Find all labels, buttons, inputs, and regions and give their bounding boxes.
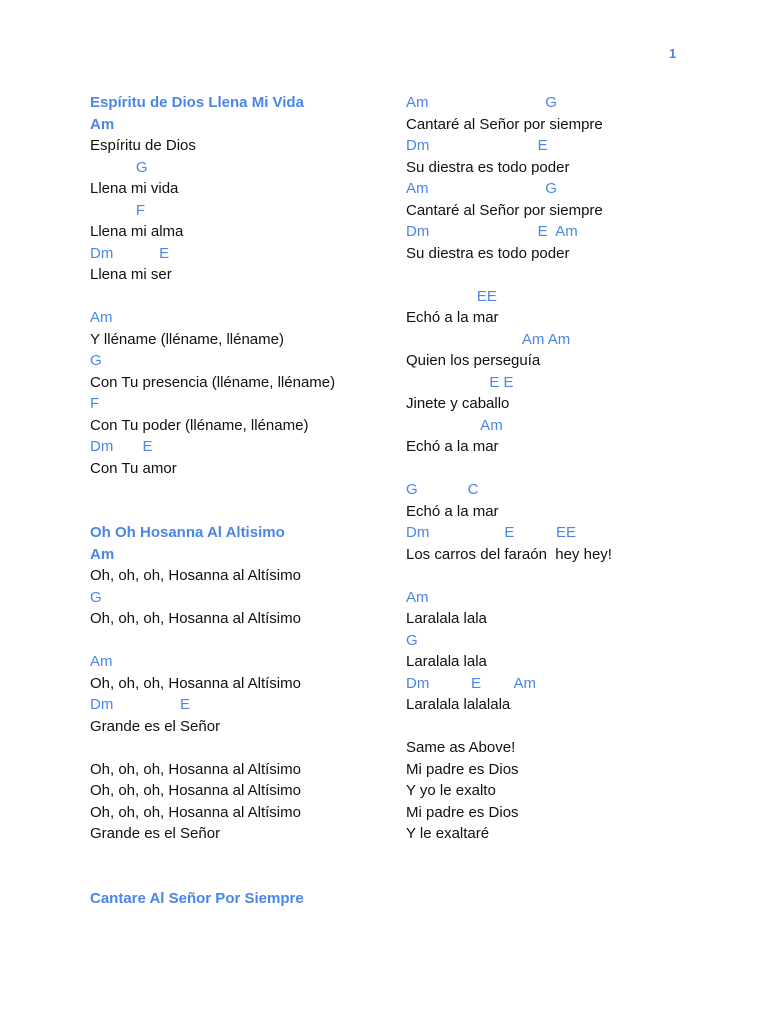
lyric-line: Quien los perseguía	[406, 352, 541, 369]
blank-line	[406, 716, 736, 738]
lyric-line: Oh, oh, oh, Hosanna al Altísimo	[90, 674, 301, 692]
lyric-line: Grande es el Señor	[90, 717, 221, 735]
chord-line: Dm E	[406, 137, 548, 154]
lyric-line: Laralala lalalala	[406, 696, 511, 713]
chord-line: Dm E Am	[406, 223, 578, 240]
blank-line	[406, 264, 736, 286]
lyric-line: Mi padre es Dios	[406, 803, 519, 821]
lyric-line: Cantaré al Señor por siempre	[406, 115, 603, 133]
chord-line: F	[90, 201, 146, 219]
lyric-line: Echó a la mar	[406, 502, 499, 520]
lyric-line: Su diestra es todo poder	[406, 158, 570, 176]
chord-line: Dm E	[90, 696, 191, 713]
blank-line	[406, 565, 736, 587]
blank-line	[406, 458, 736, 480]
chord-line: G C	[406, 481, 479, 498]
lyric-line: Oh, oh, oh, Hosanna al Altísimo	[90, 567, 301, 584]
chord-line: Dm E Am	[406, 674, 537, 692]
right-song-column	[406, 92, 736, 845]
lyric-line: Y yo le exalto	[406, 782, 496, 799]
chord-line: Am Am	[406, 330, 571, 348]
lyric-line: Oh, oh, oh, Hosanna al Altísimo	[90, 760, 301, 778]
chord-line: G	[90, 352, 102, 369]
lyric-line: Echó a la mar	[406, 438, 499, 455]
lyric-line: Echó a la mar	[406, 309, 499, 326]
song-title: Espíritu de Dios Llena Mi Vida	[90, 94, 304, 111]
chord-line: Dm E	[90, 244, 170, 262]
chord-line: Am	[90, 309, 113, 326]
blank-line	[90, 501, 390, 523]
blank-line	[90, 630, 390, 652]
lyric-line: Y le exaltaré	[406, 825, 490, 842]
chord-line: Am	[90, 545, 115, 563]
chord-line: Am	[90, 115, 115, 133]
lyric-line: Laralala lala	[406, 610, 487, 627]
lyric-line: Su diestra es todo poder	[406, 244, 570, 262]
lyric-line: Mi padre es Dios	[406, 760, 519, 778]
chord-line: G	[90, 158, 148, 176]
left-song-column	[90, 92, 390, 909]
lyric-line: Con Tu presencia (lléname, lléname)	[90, 373, 336, 391]
blank-line	[90, 866, 390, 888]
blank-line	[90, 845, 390, 867]
lyric-line: Jinete y caballo	[406, 395, 510, 412]
chord-line: EE	[406, 287, 497, 305]
chord-line: F	[90, 395, 100, 412]
lyric-line: Los carros del faraón hey hey!	[406, 545, 612, 563]
lyric-line: Llena mi alma	[90, 223, 184, 240]
lyric-line: Oh, oh, oh, Hosanna al Altísimo	[90, 803, 301, 821]
chord-line: Dm E	[90, 438, 153, 455]
lyric-line: Llena mi ser	[90, 266, 172, 283]
lyric-line: Espíritu de Dios	[90, 137, 196, 154]
chord-line: E E	[406, 373, 514, 391]
blank-line	[90, 479, 390, 501]
page-number: 1	[669, 46, 677, 61]
song-title: Oh Oh Hosanna Al Altisimo	[90, 524, 285, 541]
lyric-line: Laralala lala	[406, 653, 487, 670]
lyric-line: Con Tu poder (lléname, lléname)	[90, 416, 309, 434]
lyric-line: Y lléname (lléname, lléname)	[90, 330, 284, 348]
lyric-line: Cantaré al Señor por siempre	[406, 201, 603, 219]
chord-line: Dm E EE	[406, 524, 577, 541]
blank-line	[90, 737, 390, 759]
lyric-line: Oh, oh, oh, Hosanna al Altísimo	[90, 610, 301, 627]
lyric-line: Llena mi vida	[90, 180, 179, 197]
chord-line: Am G	[406, 94, 557, 111]
lyric-line: Con Tu amor	[90, 459, 177, 477]
song-title: Cantare Al Señor Por Siempre	[90, 889, 304, 907]
chord-line: G	[406, 631, 418, 649]
chord-line: Am	[406, 416, 503, 434]
lyric-line: Oh, oh, oh, Hosanna al Altísimo	[90, 782, 301, 799]
chord-line: Am	[90, 653, 113, 670]
chord-line: Am	[406, 588, 429, 606]
blank-line	[90, 286, 390, 308]
lyric-line: Same as Above!	[406, 739, 516, 756]
chord-line: G	[90, 588, 102, 606]
chord-line: Am G	[406, 180, 557, 197]
lyric-line: Grande es el Señor	[90, 825, 221, 842]
